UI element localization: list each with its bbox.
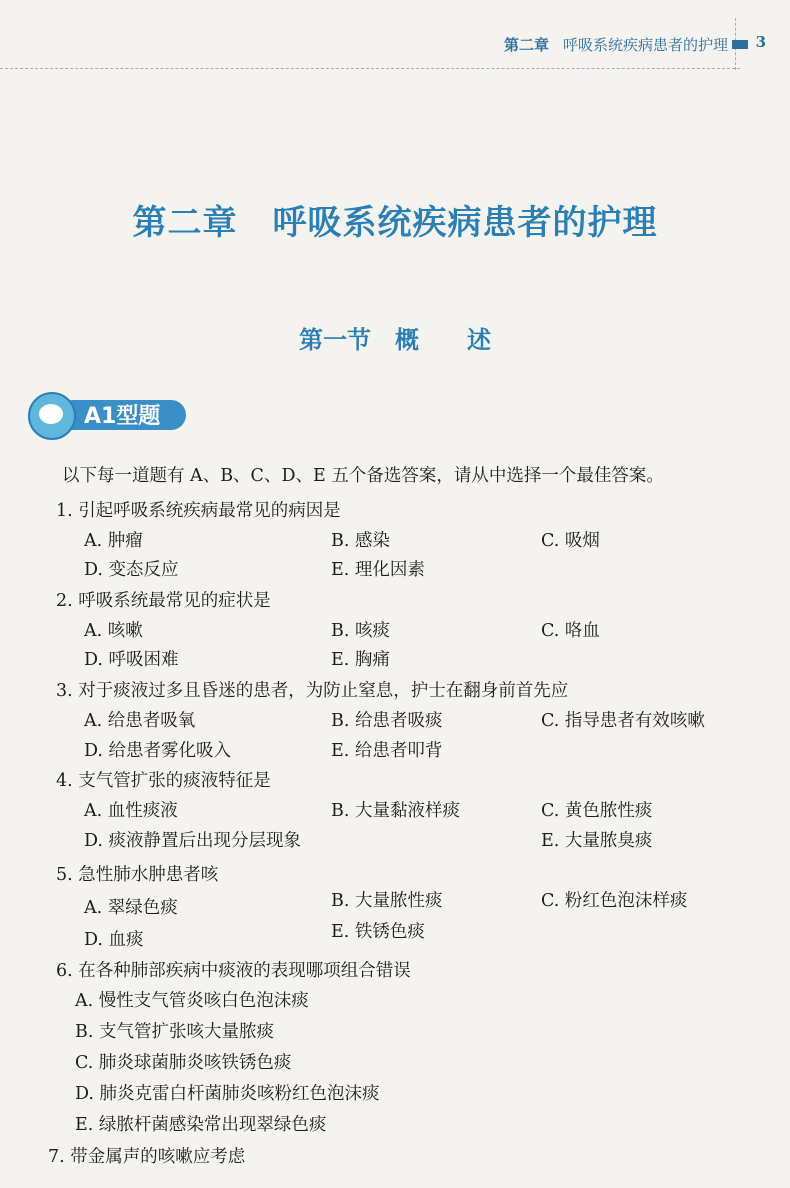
option: A. 翠绿色痰 bbox=[84, 898, 178, 918]
question-stem: 5. 急性肺水肿患者咳 bbox=[56, 865, 219, 885]
question-stem: 4. 支气管扩张的痰液特征是 bbox=[56, 771, 271, 791]
question-stem: 2. 呼吸系统最常见的症状是 bbox=[56, 591, 271, 611]
option: A. 血性痰液 bbox=[84, 801, 178, 821]
option: E. 理化因素 bbox=[331, 560, 425, 580]
page-number: 3 bbox=[755, 33, 766, 51]
question-stem: 3. 对于痰液过多且昏迷的患者，为防止窒息，护士在翻身前首先应 bbox=[56, 681, 569, 701]
running-header bbox=[0, 0, 790, 70]
section-title: 第一节 概 述 bbox=[299, 326, 491, 354]
option: E. 给患者叩背 bbox=[331, 741, 443, 761]
question-stem: 7. 带金属声的咳嗽应考虑 bbox=[48, 1147, 246, 1167]
question-type-label: A1型题 bbox=[84, 404, 161, 429]
option: C. 粉红色泡沫样痰 bbox=[541, 891, 688, 911]
option: D. 呼吸困难 bbox=[84, 650, 179, 670]
option: B. 大量黏液样痰 bbox=[331, 801, 460, 821]
option: E. 胸痛 bbox=[331, 650, 390, 670]
option: B. 支气管扩张咳大量脓痰 bbox=[75, 1022, 274, 1042]
option: E. 大量脓臭痰 bbox=[541, 831, 653, 851]
option: A. 肿瘤 bbox=[84, 531, 143, 551]
option: D. 血痰 bbox=[84, 930, 144, 950]
header-chapter: 第二章 bbox=[503, 36, 549, 54]
instruction-text: 以下每一道题有 A、B、C、D、E 五个备选答案，请从中选择一个最佳答案。 bbox=[62, 466, 664, 486]
option: D. 肺炎克雷白杆菌肺炎咳粉红色泡沫痰 bbox=[75, 1084, 380, 1104]
option: B. 咳痰 bbox=[331, 621, 390, 641]
option: E. 铁锈色痰 bbox=[331, 922, 425, 942]
option: D. 给患者雾化吸入 bbox=[84, 741, 232, 761]
question-type-badge bbox=[28, 392, 188, 438]
header-chapter-name: 呼吸系统疾病患者的护理 bbox=[562, 36, 728, 54]
header-rule bbox=[0, 68, 740, 69]
option: C. 吸烟 bbox=[541, 531, 600, 551]
option: B. 给患者吸痰 bbox=[331, 711, 443, 731]
option: B. 大量脓性痰 bbox=[331, 891, 443, 911]
mascot-icon bbox=[28, 392, 76, 440]
option: A. 给患者吸氧 bbox=[84, 711, 196, 731]
option: C. 肺炎球菌肺炎咳铁锈色痰 bbox=[75, 1053, 292, 1073]
option: D. 变态反应 bbox=[84, 560, 179, 580]
option: A. 慢性支气管炎咳白色泡沫痰 bbox=[75, 991, 309, 1011]
option: C. 黄色脓性痰 bbox=[541, 801, 653, 821]
option: D. 痰液静置后出现分层现象 bbox=[84, 831, 302, 851]
option: A. 咳嗽 bbox=[84, 621, 143, 641]
question-stem: 1. 引起呼吸系统疾病最常见的病因是 bbox=[56, 501, 341, 521]
chapter-title: 第二章 呼吸系统疾病患者的护理 bbox=[132, 203, 658, 243]
option: E. 绿脓杆菌感染常出现翠绿色痰 bbox=[75, 1115, 327, 1135]
option: C. 咯血 bbox=[541, 621, 600, 641]
header-marker-bar bbox=[732, 40, 748, 49]
option: C. 指导患者有效咳嗽 bbox=[541, 711, 705, 731]
mascot-face bbox=[39, 404, 63, 424]
header-title bbox=[504, 34, 728, 55]
option: B. 感染 bbox=[331, 531, 390, 551]
question-stem: 6. 在各种肺部疾病中痰液的表现哪项组合错误 bbox=[56, 961, 411, 981]
